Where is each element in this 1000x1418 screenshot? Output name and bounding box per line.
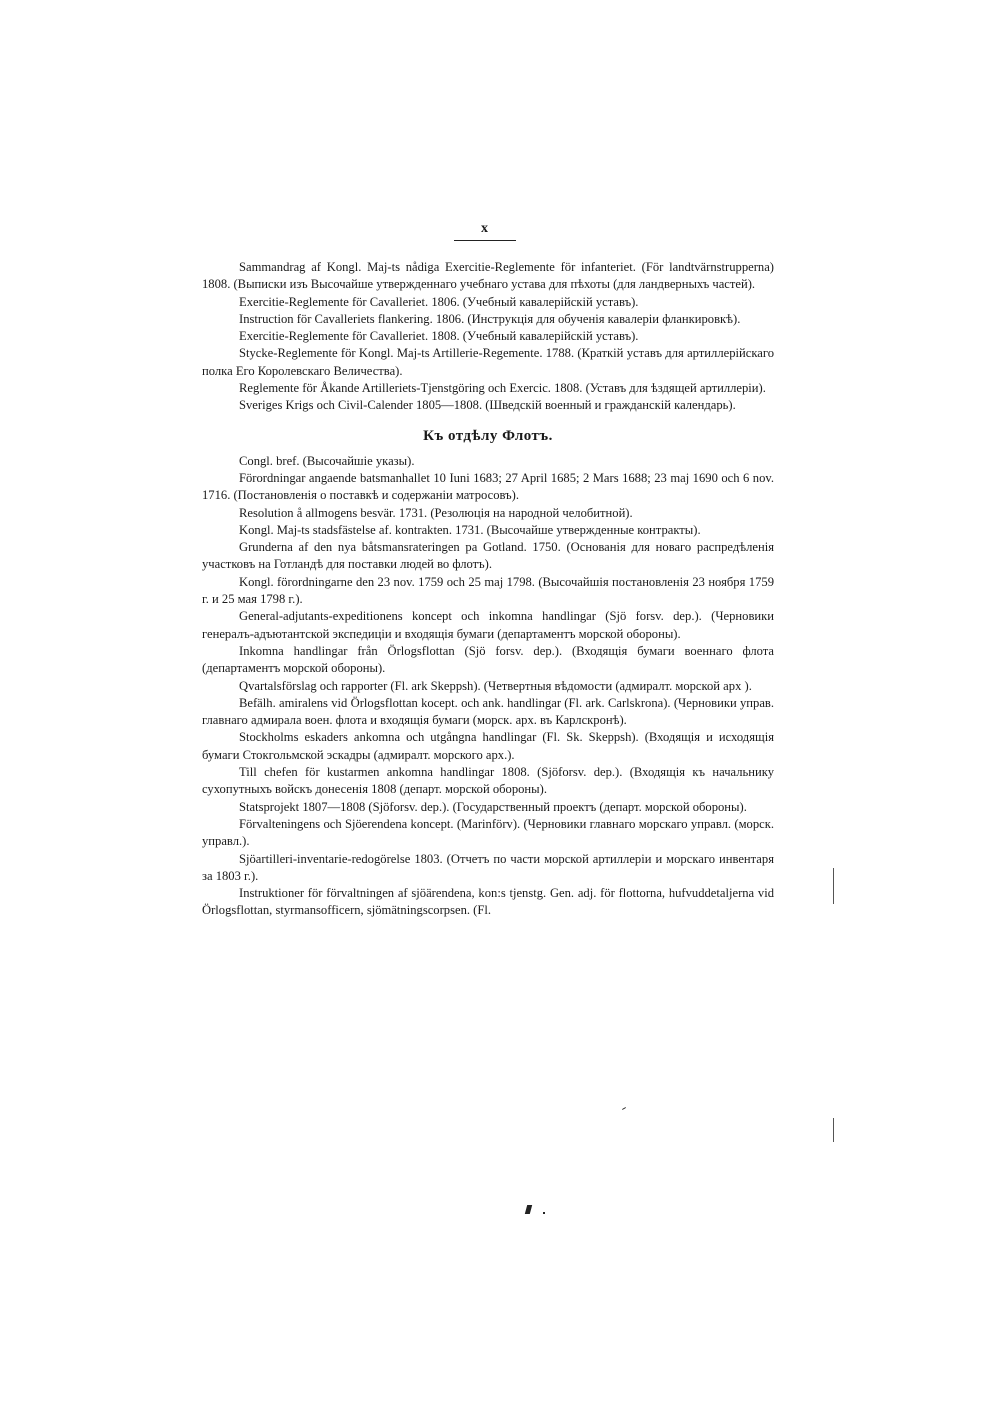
- bibliography-entry: Exercitie-Reglemente för Cavalleriet. 1808. (Учебный кавалерійскій уставъ).: [239, 329, 639, 344]
- bibliography-entry: Congl. bref. (Высочайшіе указы).: [239, 453, 415, 468]
- bibliography-entry: Till chefen för kustarmen ankomna handlingar 1808. (Sjöforsv. dep.). (Входящія къ начальнику сухопутныхъ войскъ донесенія 1808 (департ. морской обороны).: [202, 765, 774, 797]
- scan-speck: [543, 1212, 545, 1214]
- page-number: x: [481, 221, 489, 236]
- bibliography-entry: Förordningar angaende batsmanhallet 10 Iuni 1683; 27 April 1685; 2 Mars 1688; 23 maj 1690 och 6 nov. 1716. (Постановленія о поставкѣ и содержаніи матросовъ).: [202, 470, 774, 503]
- bibliography-entry: Kongl. Maj-ts stadsfästelse af. kontrakten. 1731. (Высочайше утвержденные контракты).: [239, 522, 701, 537]
- bibliography-entry: Inkomna handlingar från Örlogsflottan (Sjö forsv. dep.). (Входящія бумаги военнаго флота (департаментъ морской обороны).: [202, 643, 774, 676]
- bibliography-entry: Kongl. förordningarne den 23 nov. 1759 och 25 maj 1798. (Высочайшія постановленія 23 ноября 1759 г. и 25 мая 1798 г.).: [202, 574, 774, 607]
- bibliography-entry: Stockholms eskaders ankomna och utgångna handlingar (Fl. Sk. Skeppsh). (Входящія и исходящія бумаги Стокгольмской эскадры (адмиралт. морского арх.).: [202, 730, 774, 762]
- bibliography-entry: General-adjutants-expeditionens koncept och inkomna handlingar (Sjö forsv. dep.). (Черновики генералъ-адъютантской экспедиціи и входящія бумаги (департаментъ морской обороны).: [202, 609, 774, 641]
- bibliography-entry: Instruktioner för förvaltningen af sjöärendena, kon:s tjenstg. Gen. adj. för flottorna, hufvuddetaljerna vid Örlogsflottan, styrmansofficern, sjömätningscorpsen. (Fl.: [202, 886, 774, 918]
- section-heading: Къ отдѣлу Флотъ.: [423, 427, 553, 444]
- bibliography-entry: Grunderna af den nya båtsmansrateringen pa Gotland. 1750. (Основанія для новаго распредѣленія участковъ на Готландѣ для поставки людей во флотъ).: [202, 540, 774, 572]
- bibliography-entry: Förvalteningens och Sjöerendena koncept. (Marinförv). (Черновики главнаго морскаго управл. (морск. управл.).: [202, 816, 774, 849]
- bibliography-entry: Reglemente för Åkande Artilleriets-Tjenstgöring och Exercic. 1808. (Уставъ для ѣздящей артиллеріи).: [239, 381, 766, 396]
- bibliography-entry: Sveriges Krigs och Civil-Calender 1805—1808. (Шведскій военный и гражданскій календарь).: [239, 398, 736, 413]
- bibliography-entry: Stycke-Reglemente för Kongl. Maj-ts Artillerie-Regemente. 1788. (Краткій уставъ для артиллерійскаго полка Его Королевскаго Величества).: [202, 346, 774, 378]
- margin-scan-mark: [833, 868, 834, 904]
- bibliography-entry: Instruction för Cavalleriets flankering. 1806. (Инструкція для обученія кавалеріи фланкировкѣ).: [239, 311, 741, 326]
- page-number-rule: [454, 240, 516, 241]
- bibliography-entry: Qvartalsförslag och rapporter (Fl. ark Skeppsh). (Четвертныя вѣдомости (адмиралт. морской арх ).: [239, 678, 752, 693]
- bibliography-entry: Befälh. amiralens vid Örlogsflottan kocept. och ank. handlingar (Fl. ark. Carlskrona). (Черновики управ. главнаго адмирала воен. флота и входящія бумаги (морск. арх. въ Карлскронѣ).: [202, 695, 774, 728]
- bibliography-entry: Sjöartilleri-inventarie-redogörelse 1803. (Отчетъ по части морской артиллеріи и морскаго инвентаря за 1803 г.).: [202, 851, 774, 883]
- margin-scan-mark: [833, 1118, 834, 1142]
- scan-speck: [622, 1107, 626, 1110]
- bibliography-entry: Exercitie-Reglemente för Cavalleriet. 1806. (Учебный кавалерійскій уставъ).: [239, 294, 639, 309]
- bibliography-entry: Resolution å allmogens besvär. 1731. (Резолюція на народной челобитной).: [239, 505, 633, 520]
- document-body: [202, 259, 774, 920]
- bibliography-entry: Sammandrag af Kongl. Maj-ts nådiga Exercitie-Reglemente för infanteriet. (För landtvärnstrupperna) 1808. (Выписки изъ Высочайше утвержденнаго учебнаго устава для пѣхоты (для ландверныхъ частей).: [202, 260, 774, 292]
- bibliography-entry: Statsprojekt 1807—1808 (Sjöforsv. dep.). (Государственный проектъ (департ. морской обороны).: [239, 799, 747, 814]
- scan-speck: [525, 1205, 532, 1214]
